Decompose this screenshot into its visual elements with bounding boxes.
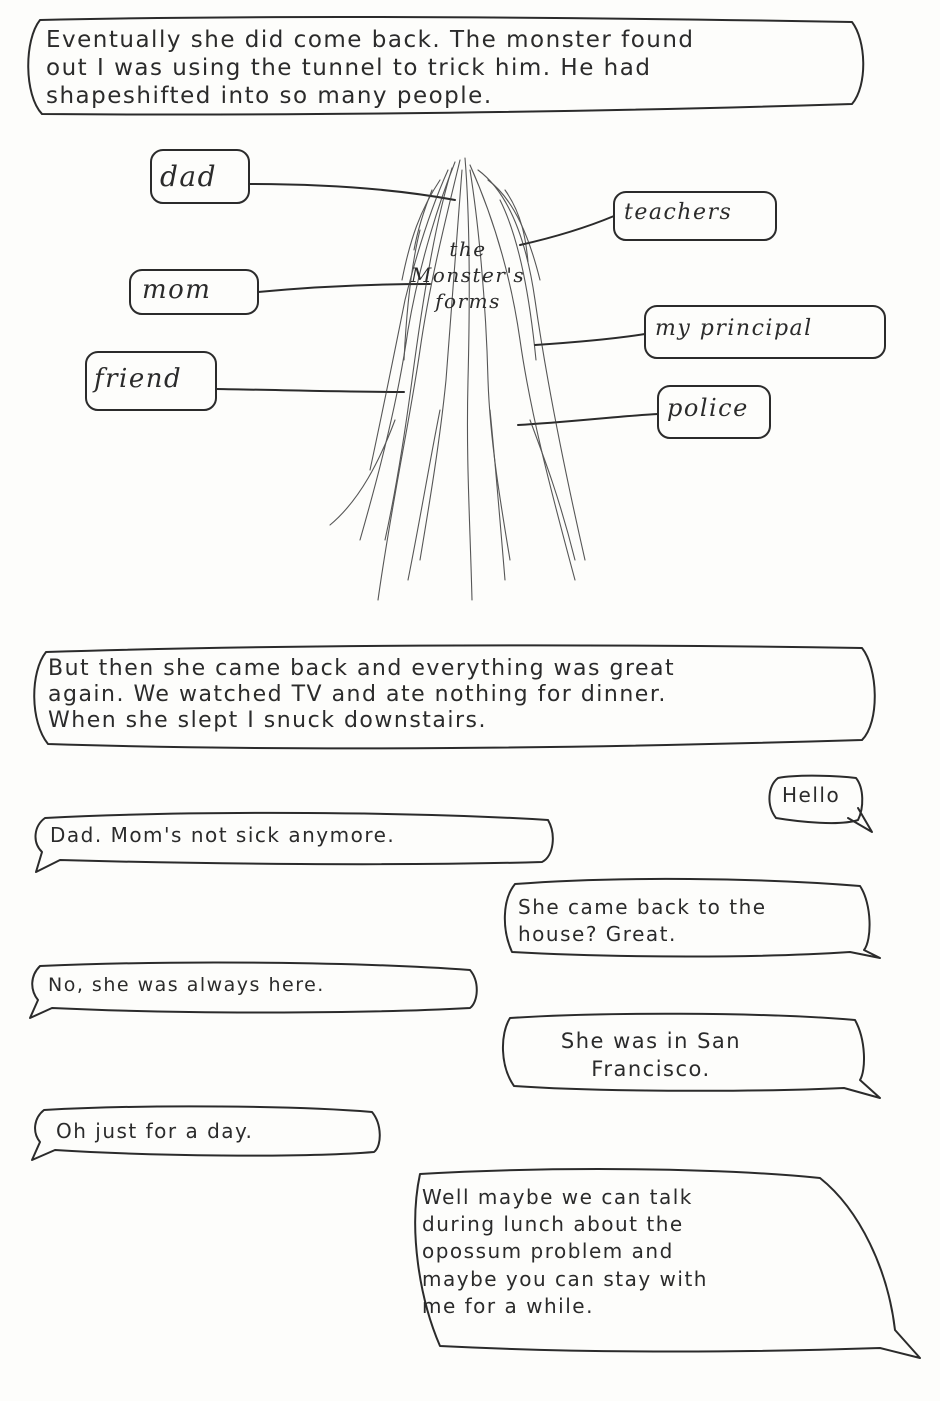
dad-mom-text: Dad. Mom's not sick anymore.: [50, 823, 396, 847]
always-here-text: No, she was always here.: [48, 974, 325, 996]
dad-label: dad: [160, 160, 218, 193]
middle-caption: But then she came back and everything was great again. We watched TV and ate nothing for dinner. When she slept I snuck downstairs.: [48, 656, 676, 733]
friend-connector: [216, 389, 404, 392]
principal-connector: [535, 334, 645, 345]
police-label: police: [667, 394, 749, 422]
hello-text: Hello: [782, 783, 841, 807]
police-connector: [518, 414, 658, 425]
came-back-text: She came back to the house? Great.: [518, 895, 767, 946]
teachers-label: teachers: [624, 200, 733, 225]
dad-connector: [249, 184, 455, 200]
top-caption: Eventually she did come back. The monster found out I was using the tunnel to trick him. He had shapeshifted into so many people.: [46, 27, 695, 110]
well-maybe-text: Well maybe we can talk during lunch about the opossum problem and maybe you can stay with me for a while.: [422, 1185, 708, 1318]
monster-figure: [330, 158, 585, 600]
san-francisco-text: She was in San Francisco.: [560, 1029, 742, 1082]
monster-caption: the Monster's forms: [410, 237, 526, 313]
friend-label: friend: [94, 364, 183, 394]
mom-label: mom: [142, 275, 212, 305]
principal-label: my principal: [655, 316, 813, 341]
just-a-day-text: Oh just for a day.: [56, 1119, 254, 1143]
